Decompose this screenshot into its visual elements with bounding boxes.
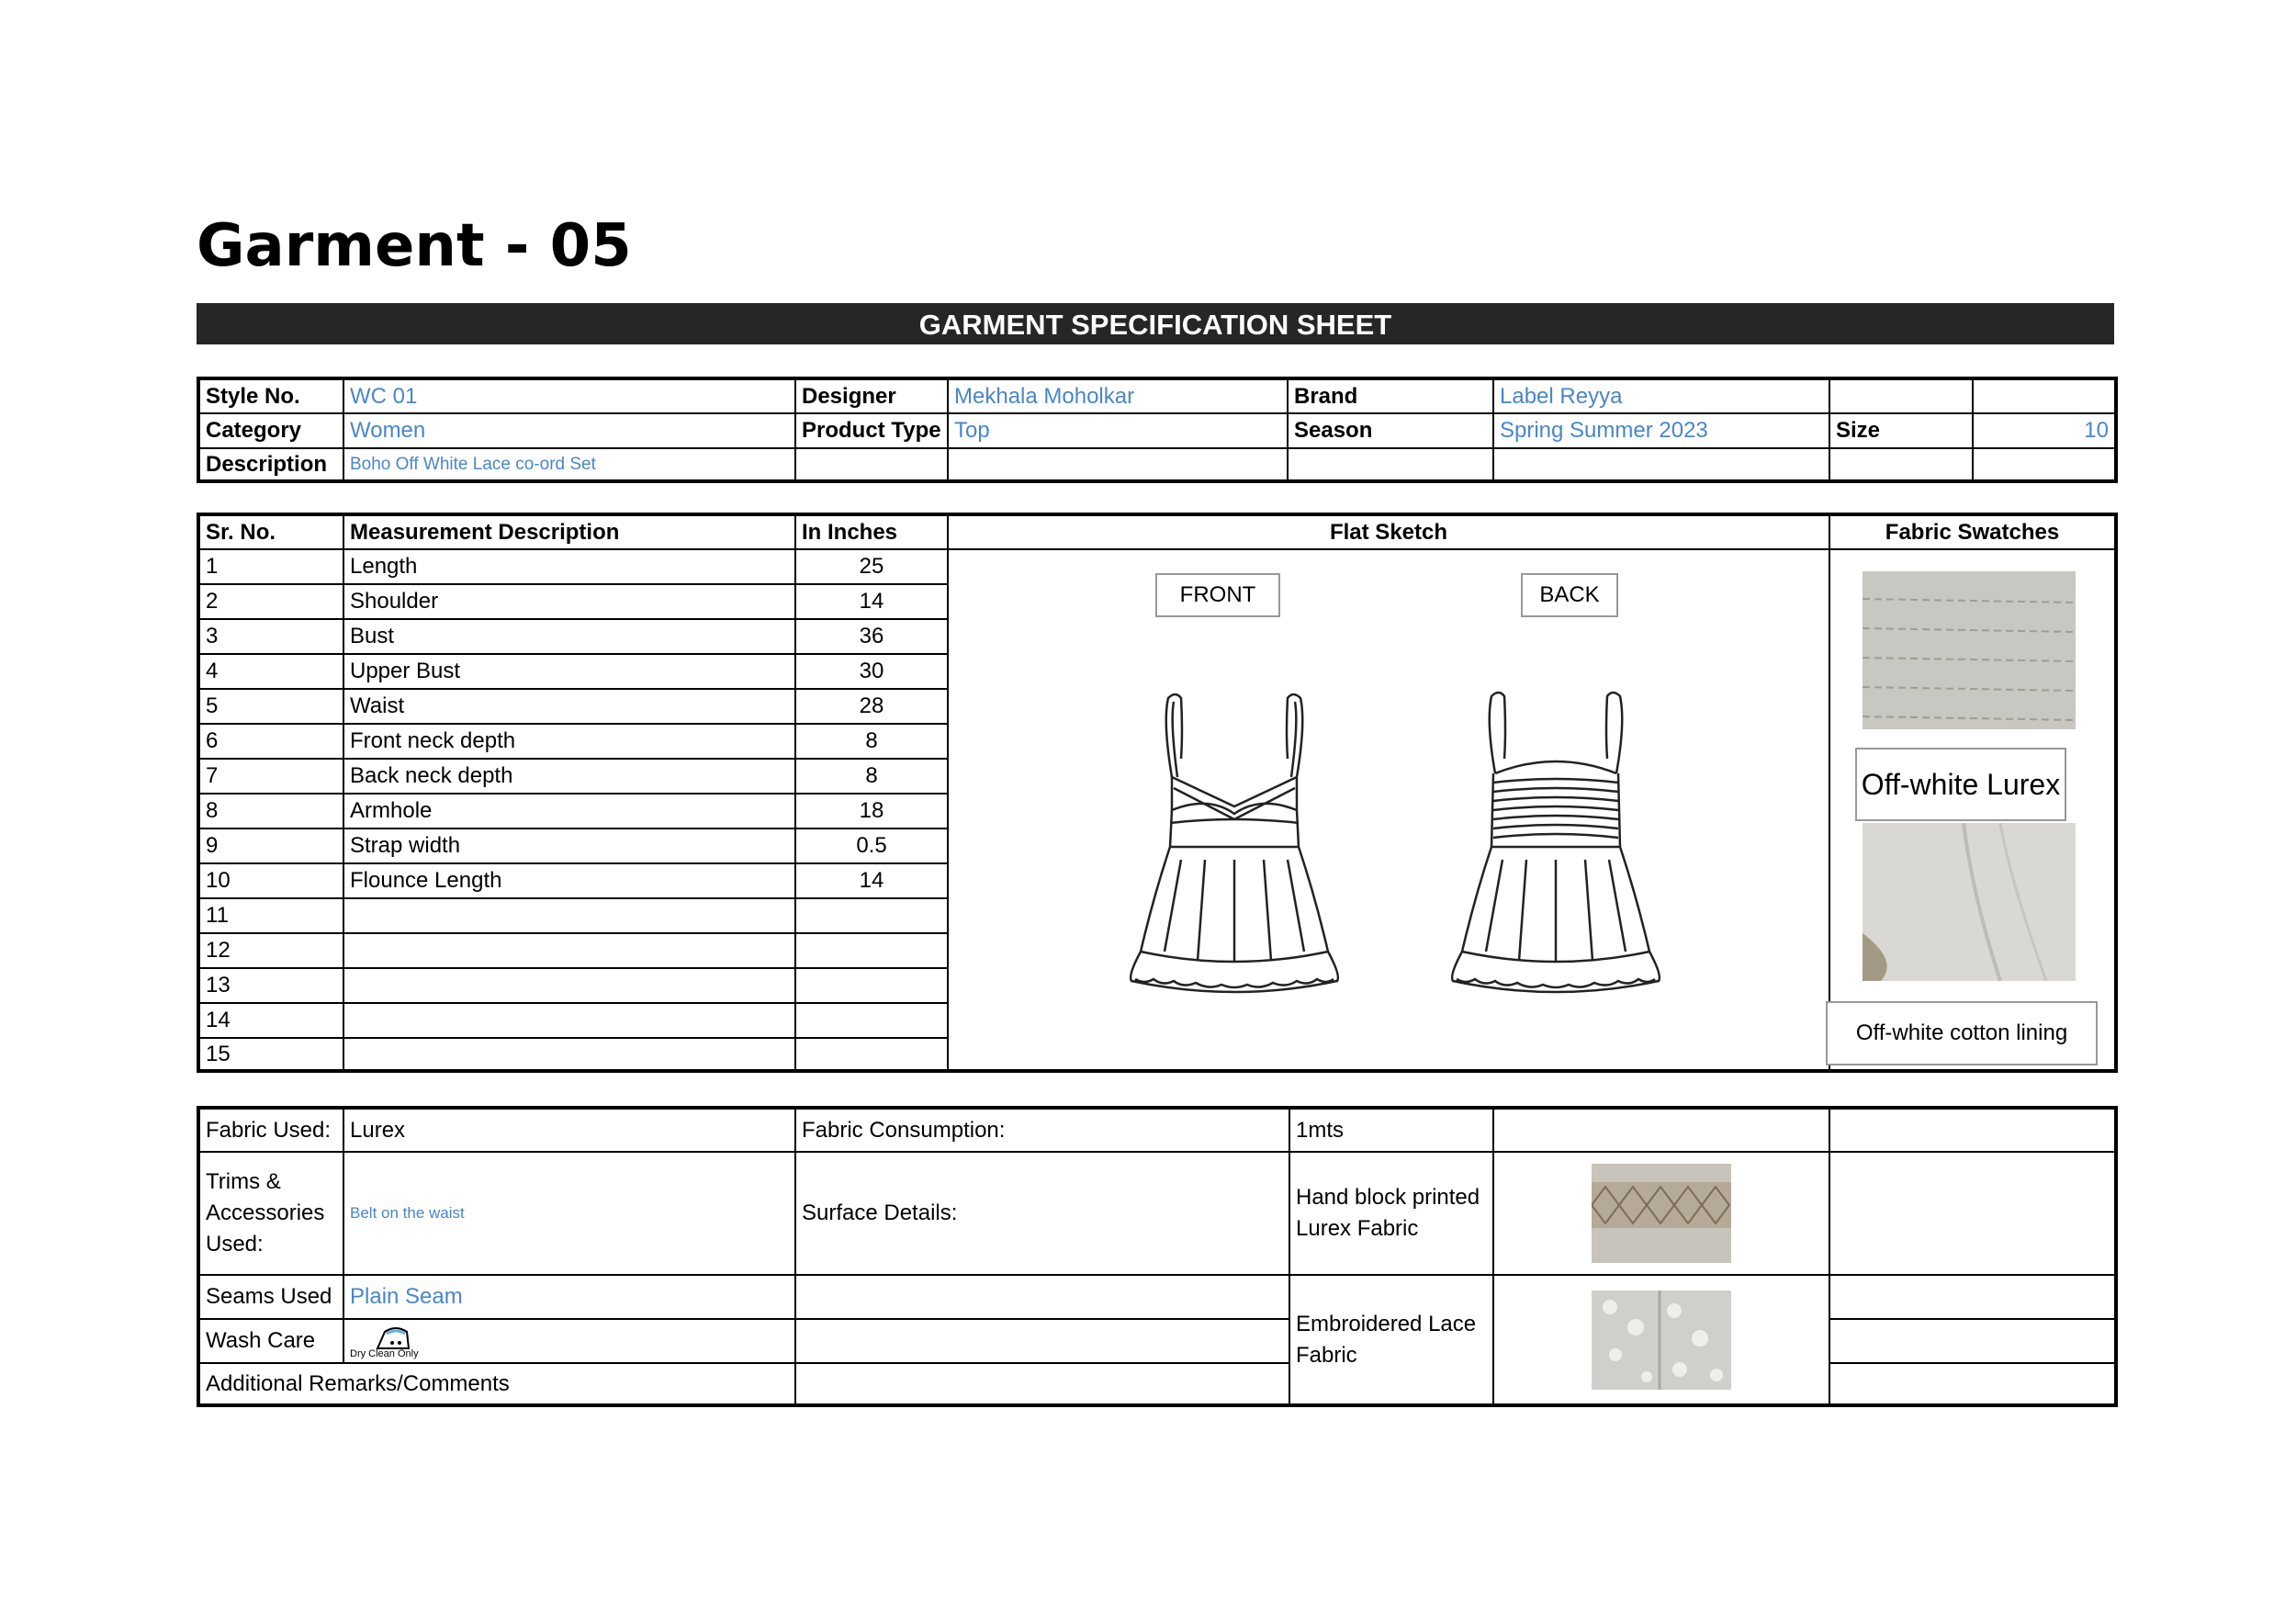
remarks-label: Additional Remarks/Comments <box>198 1363 795 1405</box>
row-desc: Strap width <box>343 828 795 863</box>
wash-care-cell <box>343 1319 795 1363</box>
row-sr: 7 <box>198 759 343 794</box>
style-label: Style No. <box>198 378 343 413</box>
header-table <box>197 377 2118 483</box>
details-table <box>197 1106 2118 1407</box>
row-sr: 12 <box>198 933 343 968</box>
lace-fabric-image-icon <box>1592 1291 1731 1390</box>
page-title: Garment - 05 <box>197 212 632 280</box>
row-inches: 36 <box>795 619 948 654</box>
consumption-value: 1mts <box>1289 1108 1493 1152</box>
size-value: 10 <box>1973 413 2116 448</box>
seams-label: Seams Used <box>198 1275 343 1319</box>
empty-cell <box>1829 1363 2116 1405</box>
row-desc <box>343 933 795 968</box>
fabric-used-label: Fabric Used: <box>198 1108 343 1152</box>
category-label: Category <box>198 413 343 448</box>
seams-value: Plain Seam <box>343 1275 795 1319</box>
season-label: Season <box>1288 413 1493 448</box>
row-sr: 15 <box>198 1038 343 1071</box>
back-dress-sketch-icon <box>1438 685 1673 997</box>
surface-item1-image-cell <box>1493 1152 1829 1275</box>
swatch2-label: Off-white cotton lining <box>1826 1001 2098 1065</box>
row-inches <box>795 1038 948 1071</box>
row-sr: 1 <box>198 549 343 584</box>
category-value: Women <box>343 413 795 448</box>
row-sr: 3 <box>198 619 343 654</box>
trims-value: Belt on the waist <box>343 1152 795 1275</box>
row-desc <box>343 968 795 1003</box>
trims-label: Trims & Accessories Used: <box>198 1152 343 1275</box>
front-dress-sketch-icon <box>1117 685 1352 997</box>
size-label: Size <box>1829 413 1973 448</box>
empty-cell <box>1829 1275 2116 1319</box>
row-sr: 2 <box>198 584 343 619</box>
row-desc: Back neck depth <box>343 759 795 794</box>
empty-cell <box>1829 378 1973 413</box>
swatch1-label: Off-white Lurex <box>1855 748 2066 821</box>
row-inches: 18 <box>795 794 948 828</box>
row-inches <box>795 933 948 968</box>
row-desc: Flounce Length <box>343 863 795 898</box>
empty-cell <box>1493 1108 1829 1152</box>
empty-cell <box>1829 448 1973 481</box>
surface-item2: Embroidered Lace Fabric <box>1289 1275 1493 1405</box>
season-value: Spring Summer 2023 <box>1493 413 1829 448</box>
row-desc <box>343 1003 795 1038</box>
wash-label: Wash Care <box>198 1319 343 1363</box>
consumption-label: Fabric Consumption: <box>795 1108 1289 1152</box>
back-label: BACK <box>1521 573 1618 617</box>
row-inches: 14 <box>795 863 948 898</box>
row-inches: 30 <box>795 654 948 689</box>
wash-icon-text: Dry Clean Only <box>350 1348 419 1359</box>
front-label: FRONT <box>1155 573 1280 617</box>
empty-cell <box>795 448 948 481</box>
row-desc: Upper Bust <box>343 654 795 689</box>
empty-cell <box>1973 448 2116 481</box>
row-inches: 25 <box>795 549 948 584</box>
row-desc: Bust <box>343 619 795 654</box>
style-value: WC 01 <box>343 378 795 413</box>
row-desc: Shoulder <box>343 584 795 619</box>
block-print-fabric-image-icon <box>1592 1164 1731 1263</box>
lurex-swatch-image-icon <box>1863 571 2076 729</box>
empty-cell <box>1829 1319 2116 1363</box>
sheet-banner: GARMENT SPECIFICATION SHEET <box>197 303 2114 344</box>
row-sr: 9 <box>198 828 343 863</box>
col-header-inches: In Inches <box>795 514 948 549</box>
row-desc <box>343 898 795 933</box>
row-inches <box>795 968 948 1003</box>
row-sr: 5 <box>198 689 343 724</box>
fabric-used-value: Lurex <box>343 1108 795 1152</box>
row-inches: 28 <box>795 689 948 724</box>
row-desc: Waist <box>343 689 795 724</box>
designer-value: Mekhala Moholkar <box>948 378 1288 413</box>
row-inches: 0.5 <box>795 828 948 863</box>
brand-value: Label Reyya <box>1493 378 1829 413</box>
dry-clean-only-icon <box>350 1321 442 1361</box>
surface-item2-image-cell <box>1493 1275 1829 1405</box>
row-desc: Front neck depth <box>343 724 795 759</box>
row-inches <box>795 898 948 933</box>
row-desc <box>343 1038 795 1071</box>
flat-sketch-cell <box>948 549 1829 1071</box>
empty-cell <box>1829 1108 2116 1152</box>
row-inches: 8 <box>795 759 948 794</box>
row-sr: 11 <box>198 898 343 933</box>
cotton-swatch-image-icon <box>1863 823 2076 981</box>
row-sr: 10 <box>198 863 343 898</box>
row-inches: 14 <box>795 584 948 619</box>
empty-cell <box>948 448 1288 481</box>
empty-cell <box>795 1319 1289 1363</box>
row-sr: 8 <box>198 794 343 828</box>
row-desc: Length <box>343 549 795 584</box>
row-sr: 13 <box>198 968 343 1003</box>
product-type-value: Top <box>948 413 1288 448</box>
row-sr: 4 <box>198 654 343 689</box>
empty-cell <box>1493 448 1829 481</box>
empty-cell <box>1288 448 1493 481</box>
description-value: Boho Off White Lace co-ord Set <box>343 448 795 481</box>
col-header-sr: Sr. No. <box>198 514 343 549</box>
row-inches <box>795 1003 948 1038</box>
designer-label: Designer <box>795 378 948 413</box>
surface-item1: Hand block printed Lurex Fabric <box>1289 1152 1493 1275</box>
row-sr: 6 <box>198 724 343 759</box>
empty-cell <box>795 1275 1289 1319</box>
row-desc: Armhole <box>343 794 795 828</box>
empty-cell <box>1829 1152 2116 1275</box>
empty-cell <box>795 1363 1289 1405</box>
description-label: Description <box>198 448 343 481</box>
empty-cell <box>1973 378 2116 413</box>
row-sr: 14 <box>198 1003 343 1038</box>
col-header-swatches: Fabric Swatches <box>1829 514 2116 549</box>
col-header-desc: Measurement Description <box>343 514 795 549</box>
col-header-sketch: Flat Sketch <box>948 514 1829 549</box>
row-inches: 8 <box>795 724 948 759</box>
brand-label: Brand <box>1288 378 1493 413</box>
product-type-label: Product Type <box>795 413 948 448</box>
surface-label: Surface Details: <box>795 1152 1289 1275</box>
